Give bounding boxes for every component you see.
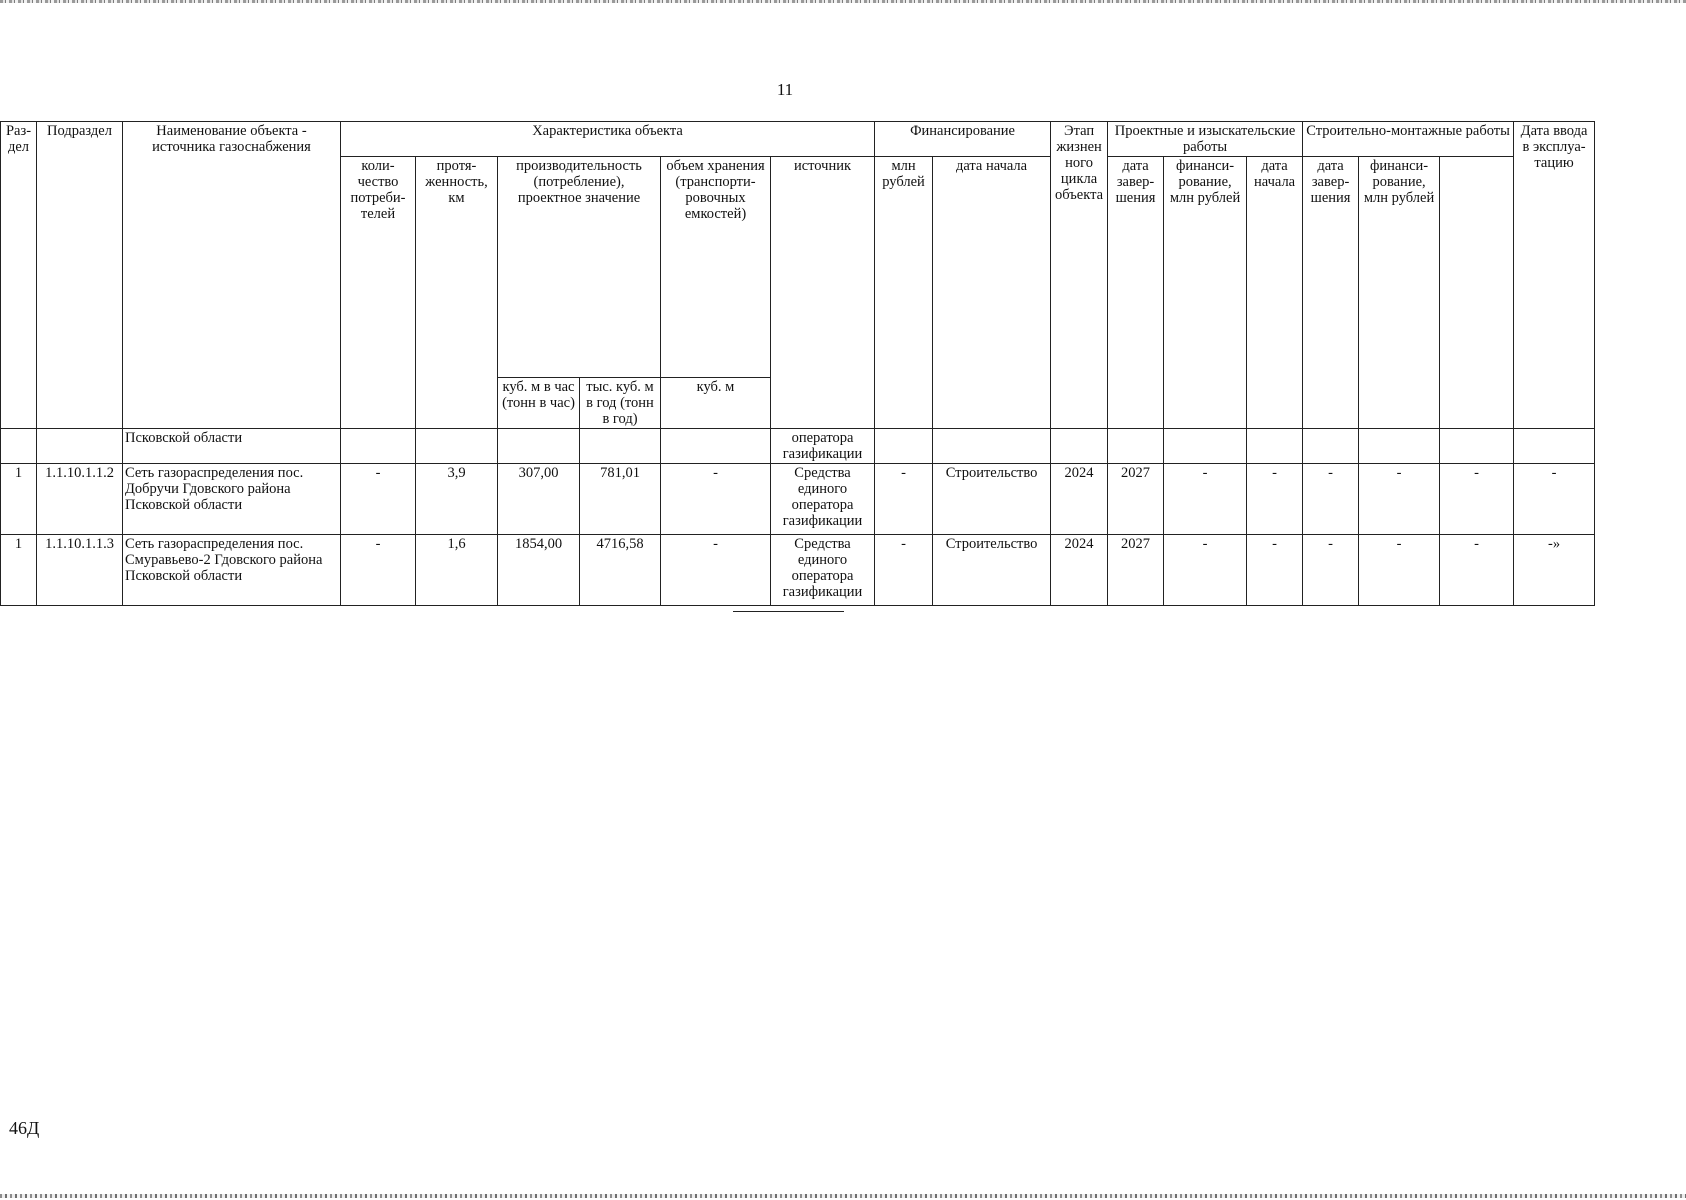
cell-podrazdel: 1.1.10.1.1.2	[37, 464, 123, 535]
header-cub-per-hour: куб. м в час (тонн в час)	[498, 378, 580, 429]
cell-consumers: -	[341, 535, 416, 606]
cell-thous-cub-year: 781,01	[580, 464, 661, 535]
header-design-end: дата завер-шения	[1108, 157, 1164, 429]
cell-stage: Строительство	[933, 535, 1051, 606]
cell-design-financing: -	[1164, 464, 1247, 535]
cell-construction-start: -	[1247, 535, 1303, 606]
cell-construction-end: -	[1303, 464, 1359, 535]
header-design-start: дата начала	[933, 157, 1051, 429]
header-characteristic: Характеристика объекта	[341, 122, 875, 157]
end-separator-line	[733, 611, 844, 612]
page-number: 11	[776, 80, 794, 99]
cell-consumer-group: -	[1514, 464, 1595, 535]
cell-razdel: 1	[1, 464, 37, 535]
cell-mln-rub: -	[875, 464, 933, 535]
header-object-name: Наименование объекта - источника газоснабжения	[123, 122, 341, 429]
header-consumers-count: коли-чество потреби-телей	[341, 157, 416, 429]
cell-stage: Строительство	[933, 464, 1051, 535]
cell-object-name: Сеть газораспределения пос. Смуравьево-2 Гдовского района Псковской области	[123, 535, 341, 606]
header-podrazdel: Подраздел	[37, 122, 123, 429]
cell-cub-hour: 307,00	[498, 464, 580, 535]
header-financing: Финансирование	[875, 122, 1051, 157]
scan-edge-top	[0, 0, 1686, 3]
header-source: источник	[771, 157, 875, 429]
continuation-name: Псковской области	[123, 429, 341, 464]
header-cub-m: куб. м	[661, 378, 771, 429]
cell-construction-end: -	[1303, 535, 1359, 606]
header-storage: объем хранения (транспорти-ровочных емкостей)	[661, 157, 771, 378]
header-mln-rub: млн рублей	[875, 157, 933, 429]
cell-storage: -	[661, 464, 771, 535]
cell-source: Средства единого оператора газификации	[771, 535, 875, 606]
header-design-works: Проектные и изыскательские работы	[1108, 122, 1303, 157]
cell-construction-financing: -	[1359, 464, 1440, 535]
cell-design-financing: -	[1164, 535, 1247, 606]
header-construction-financing: финанси-рование, млн рублей	[1359, 157, 1440, 429]
cell-length: 3,9	[416, 464, 498, 535]
cell-construction-financing: -	[1359, 535, 1440, 606]
table-row	[1, 535, 1595, 606]
cell-commission-date: -	[1440, 535, 1514, 606]
cell-thous-cub-year: 4716,58	[580, 535, 661, 606]
cell-design-start: 2024	[1051, 464, 1108, 535]
header-length: протя-женность, км	[416, 157, 498, 429]
cell-object-name: Сеть газораспределения пос. Добручи Гдовского района Псковской области	[123, 464, 341, 535]
header-construction-works: Строительно-монтажные работы	[1303, 122, 1514, 157]
header-construction-start: дата начала	[1247, 157, 1303, 429]
header-commission-date: Дата ввода в эксплуа-тацию	[1514, 122, 1595, 429]
header-construction-end: дата завер-шения	[1303, 157, 1359, 429]
cell-commission-date: -	[1440, 464, 1514, 535]
cell-storage: -	[661, 535, 771, 606]
continuation-row	[1, 429, 1595, 464]
cell-podrazdel: 1.1.10.1.1.3	[37, 535, 123, 606]
header-thous-cub-per-year: тыс. куб. м в год (тонн в год)	[580, 378, 661, 429]
gas-objects-table	[0, 121, 1595, 606]
header-design-financing: финанси-рование, млн рублей	[1164, 157, 1247, 429]
cell-design-end: 2027	[1108, 535, 1164, 606]
cell-consumer-group: -»	[1514, 535, 1595, 606]
header-capacity: производительность (потребление), проектное значение	[498, 157, 661, 378]
scan-edge-bottom	[0, 1194, 1686, 1198]
table-row	[1, 464, 1595, 535]
cell-cub-hour: 1854,00	[498, 535, 580, 606]
cell-construction-start: -	[1247, 464, 1303, 535]
header-row-1	[1, 122, 1595, 157]
continuation-source: оператора газификации	[771, 429, 875, 464]
header-lifecycle-stage: Этап жизненного цикла объекта	[1051, 122, 1108, 429]
cell-design-end: 2027	[1108, 464, 1164, 535]
cell-razdel: 1	[1, 535, 37, 606]
document-code: 46Д	[9, 1118, 40, 1138]
cell-source: Средства единого оператора газификации	[771, 464, 875, 535]
cell-length: 1,6	[416, 535, 498, 606]
cell-design-start: 2024	[1051, 535, 1108, 606]
cell-mln-rub: -	[875, 535, 933, 606]
cell-consumers: -	[341, 464, 416, 535]
header-razdel: Раз-дел	[1, 122, 37, 429]
